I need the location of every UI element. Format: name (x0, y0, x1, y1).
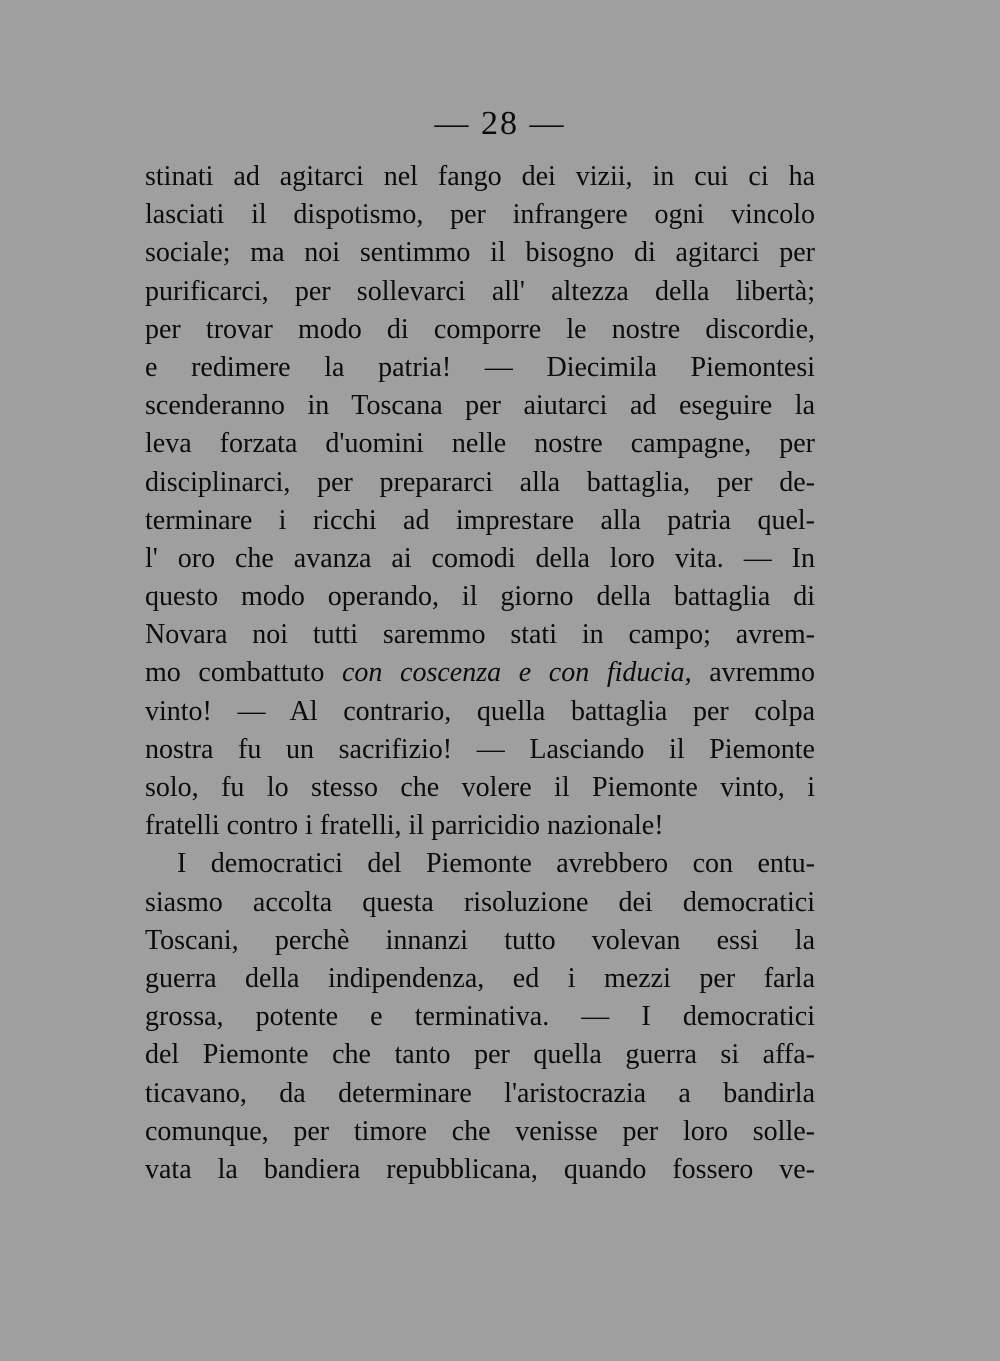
text-line: lasciati il dispotismo, per infrangere ogni vincolo (145, 199, 815, 231)
text-line: purificarci, per sollevarci all' altezza della libertà; (145, 275, 815, 307)
text-line: leva forzata d'uomini nelle nostre campagne, per (145, 428, 815, 460)
text-line: Toscani, perchè innanzi tutto volevan essi la (145, 924, 815, 956)
text-line: stinati ad agitarci nel fango dei vizii, in cui ci ha (145, 161, 815, 192)
text-line: fratelli contro i fratelli, il parricidio nazionale! (145, 810, 664, 842)
text-line: l' oro che avanza ai comodi della loro vita. — In (145, 542, 815, 574)
text-line: sociale; ma noi sentimmo il bisogno di agitarci per (145, 237, 815, 269)
paragraph-1 (145, 158, 815, 845)
text-line: nostra fu un sacrifizio! — Lasciando il Piemonte (145, 733, 815, 765)
text-line: vata la bandiera repubblicana, quando fossero ve- (145, 1153, 815, 1185)
text-line: ticavano, da determinare l'aristocrazia a bandirla (145, 1077, 815, 1109)
text-line: del Piemonte che tanto per quella guerra si affa- (145, 1039, 815, 1071)
text-line: comunque, per timore che venisse per loro solle- (145, 1115, 815, 1147)
text-line: grossa, potente e terminativa. — I democratici (145, 1001, 815, 1033)
text-line: disciplinarci, per prepararci alla battaglia, per de- (145, 466, 815, 498)
page-text (145, 158, 815, 1189)
text-line: I democratici del Piemonte avrebbero con entu- (177, 848, 815, 880)
text-line: vinto! — Al contrario, quella battaglia per colpa (145, 695, 815, 727)
italic-phrase: con coscenza e con fiducia, (342, 657, 692, 689)
text-line: scenderanno in Toscana per aiutarci ad eseguire la (145, 390, 815, 422)
text-line-with-italic (145, 654, 815, 692)
text-line: siasmo accolta questa risoluzione dei democratici (145, 886, 815, 918)
text-segment: avremmo (691, 657, 815, 689)
text-line: Novara noi tutti saremmo stati in campo; avrem- (145, 619, 815, 651)
paragraph-2 (145, 845, 815, 1189)
text-line: terminare i ricchi ad imprestare alla patria quel- (145, 504, 815, 536)
text-line: questo modo operando, il giorno della battaglia di (145, 581, 815, 613)
page-number: — 28 — (434, 105, 566, 142)
text-line: per trovar modo di comporre le nostre discordie, (145, 313, 815, 345)
text-segment: mo combattuto (145, 657, 342, 689)
text-line: e redimere la patria! — Diecimila Piemontesi (145, 351, 815, 383)
text-line: solo, fu lo stesso che volere il Piemonte vinto, i (145, 772, 815, 803)
text-line: guerra della indipendenza, ed i mezzi per farla (145, 962, 815, 994)
